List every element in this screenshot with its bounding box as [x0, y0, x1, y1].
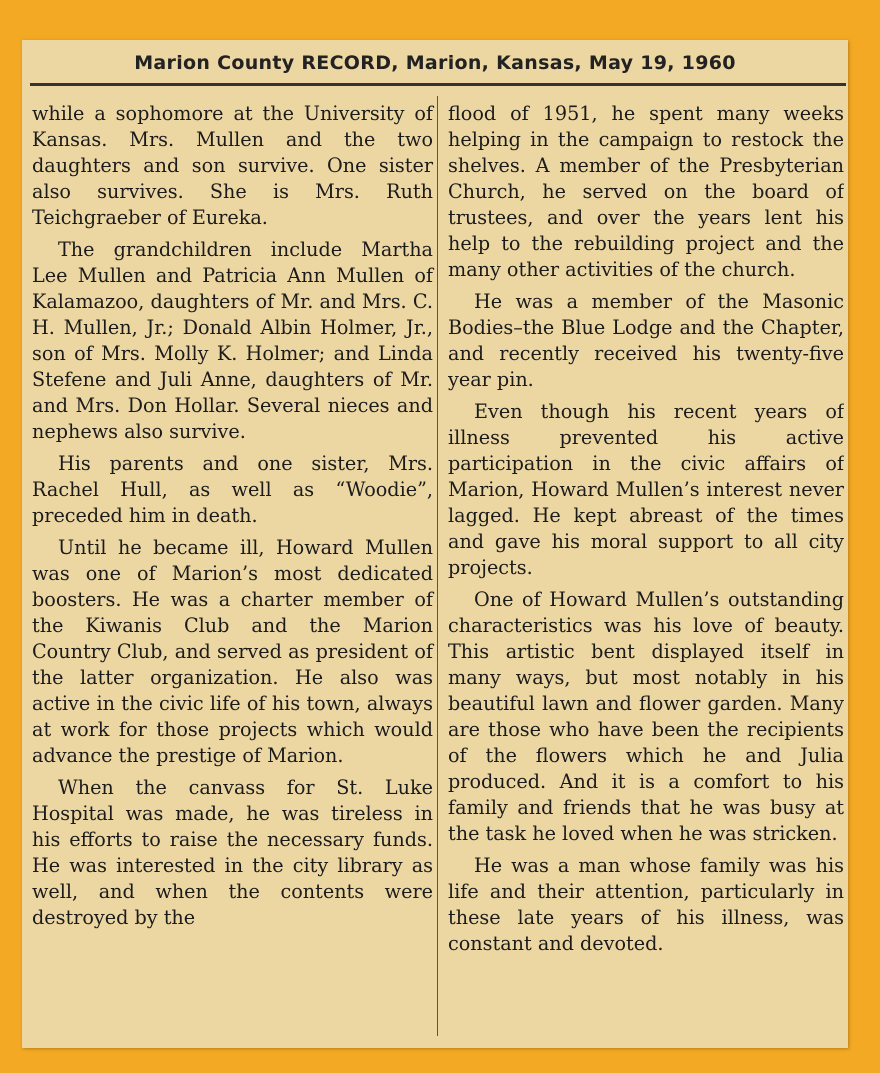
paragraph: He was a man whose family was his life and their attention, particularly in these late years of his illness, was constant and devoted. — [448, 854, 844, 955]
paragraph: His parents and one sister, Mrs. Rachel Hull, as well as “Woodie”, preceded him in death. — [32, 452, 433, 527]
paragraph: while a sophomore at the University of Kansas. Mrs. Mullen and the two daughters and son survive. One sister also survives. She is Mrs. Ruth Teichgraeber of Eureka. — [32, 102, 433, 229]
paragraph: Until he became ill, Howard Mullen was one of Marion’s most dedicated boosters. He was a charter member of the Kiwanis Club and the Marion Country Club, and served as president of the latter organization. He also was active in the civic life of his town, always at work for those projects which would advance the prestige of Marion. — [32, 536, 433, 767]
paragraph: The grandchildren include Martha Lee Mullen and Patricia Ann Mullen of Kalamazoo, daughters of Mr. and Mrs. C. H. Mullen, Jr.; Donald Albin Holmer, Jr., son of Mrs. Molly K. Holmer; and Linda Stefene and Juli Anne, daughters of Mr. and Mrs. Don Hollar. Several nieces and nephews also survive. — [32, 238, 433, 443]
paragraph: Even though his recent years of illness prevented his active participation in the civic affairs of Marion, Howard Mullen’s interest never lagged. He kept abreast of the times and gave his moral support to all city projects. — [448, 400, 844, 579]
paragraph: flood of 1951, he spent many weeks helping in the campaign to restock the shelves. A member of the Presbyterian Church, he served on the board of trustees, and over the years lent his help to the rebuilding project and the many other activities of the church. — [448, 102, 844, 281]
paragraph: He was a member of the Masonic Bodies–the Blue Lodge and the Chapter, and recently received his twenty-five year pin. — [448, 290, 844, 391]
column-rule — [437, 96, 438, 1036]
right-column — [448, 101, 844, 963]
masthead-rule — [30, 83, 846, 86]
left-column — [32, 101, 433, 937]
masthead: Marion County RECORD, Marion, Kansas, May 19, 1960 — [134, 52, 736, 74]
paragraph: When the canvass for St. Luke Hospital was made, he was tireless in his efforts to raise the necessary funds. He was interested in the city library as well, and when the contents were destroyed by the — [32, 776, 433, 929]
newspaper-clipping — [22, 40, 848, 1048]
paragraph: One of Howard Mullen’s outstanding characteristics was his love of beauty. This artistic bent displayed itself in many ways, but most notably in his beautiful lawn and flower garden. Many are those who have been the recipients of the flowers which he and Julia produced. And it is a comfort to his family and friends that he was busy at the task he loved when he was stricken. — [448, 588, 844, 845]
